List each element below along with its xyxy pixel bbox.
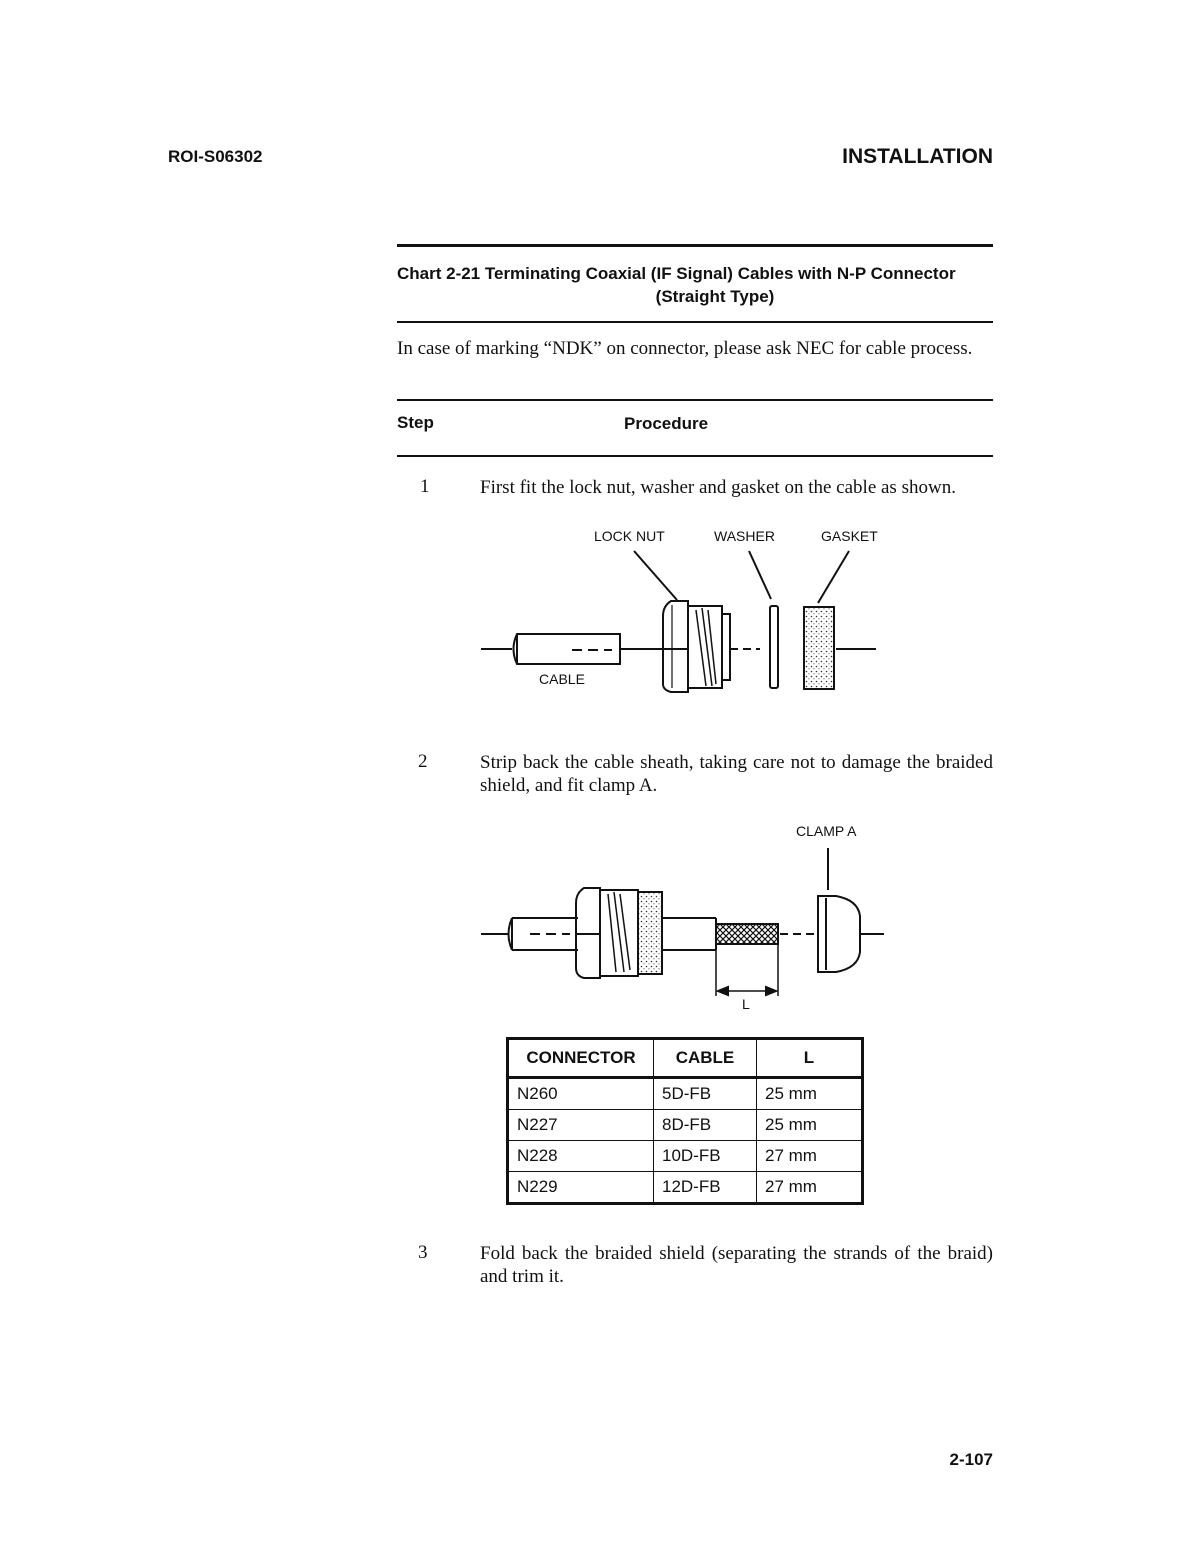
label-cable: CABLE	[539, 671, 585, 687]
step-1-text: First fit the lock nut, washer and gasket on the cable as shown.	[480, 477, 956, 498]
cell-length: 27 mm	[757, 1172, 863, 1204]
gasket-2	[638, 892, 662, 974]
note-text: In case of marking “NDK” on connector, please ask NEC for cable process.	[397, 338, 973, 359]
page-number: 2-107	[949, 1450, 993, 1469]
clamp-a-body	[818, 896, 860, 972]
step-1-number: 1	[420, 476, 430, 497]
table-row	[508, 1078, 863, 1110]
label-lock-nut: LOCK NUT	[594, 528, 665, 544]
cell-connector: N229	[508, 1172, 654, 1204]
cell-connector: N227	[508, 1110, 654, 1141]
label-gasket: GASKET	[821, 528, 878, 544]
doc-id: ROI-S06302	[168, 147, 263, 166]
cell-connector: N260	[508, 1078, 654, 1110]
label-washer: WASHER	[714, 528, 775, 544]
connector-table	[506, 1037, 864, 1205]
cell-cable: 8D-FB	[654, 1110, 757, 1141]
table-header-cable: CABLE	[654, 1039, 757, 1078]
section-title: INSTALLATION	[842, 145, 993, 168]
step-2-text: Strip back the cable sheath, taking care not to damage the braided shield, and fit clamp A.	[480, 752, 993, 796]
table-row	[508, 1141, 863, 1172]
label-clamp-a: CLAMP A	[796, 823, 857, 839]
label-length-l: L	[742, 996, 750, 1012]
table-row	[508, 1172, 863, 1204]
braided-shield	[716, 924, 778, 944]
column-procedure: Procedure	[624, 414, 709, 433]
step-3-text: Fold back the braided shield (separating the strands of the braid) and trim it.	[480, 1243, 993, 1287]
table-header-connector: CONNECTOR	[508, 1039, 654, 1078]
cell-length: 27 mm	[757, 1141, 863, 1172]
column-step: Step	[397, 413, 434, 432]
cell-cable: 10D-FB	[654, 1141, 757, 1172]
cell-cable: 12D-FB	[654, 1172, 757, 1204]
chart-title-line1: Chart 2-21 Terminating Coaxial (IF Signal) Cables with N-P Connector	[397, 264, 956, 283]
cell-cable: 5D-FB	[654, 1078, 757, 1110]
cell-connector: N228	[508, 1141, 654, 1172]
table-row	[508, 1110, 863, 1141]
chart-title-line2: (Straight Type)	[655, 287, 775, 306]
cell-length: 25 mm	[757, 1078, 863, 1110]
step-3-number: 3	[418, 1242, 428, 1263]
table-header-l: L	[757, 1039, 863, 1078]
cell-length: 25 mm	[757, 1110, 863, 1141]
step-2-number: 2	[418, 751, 428, 772]
